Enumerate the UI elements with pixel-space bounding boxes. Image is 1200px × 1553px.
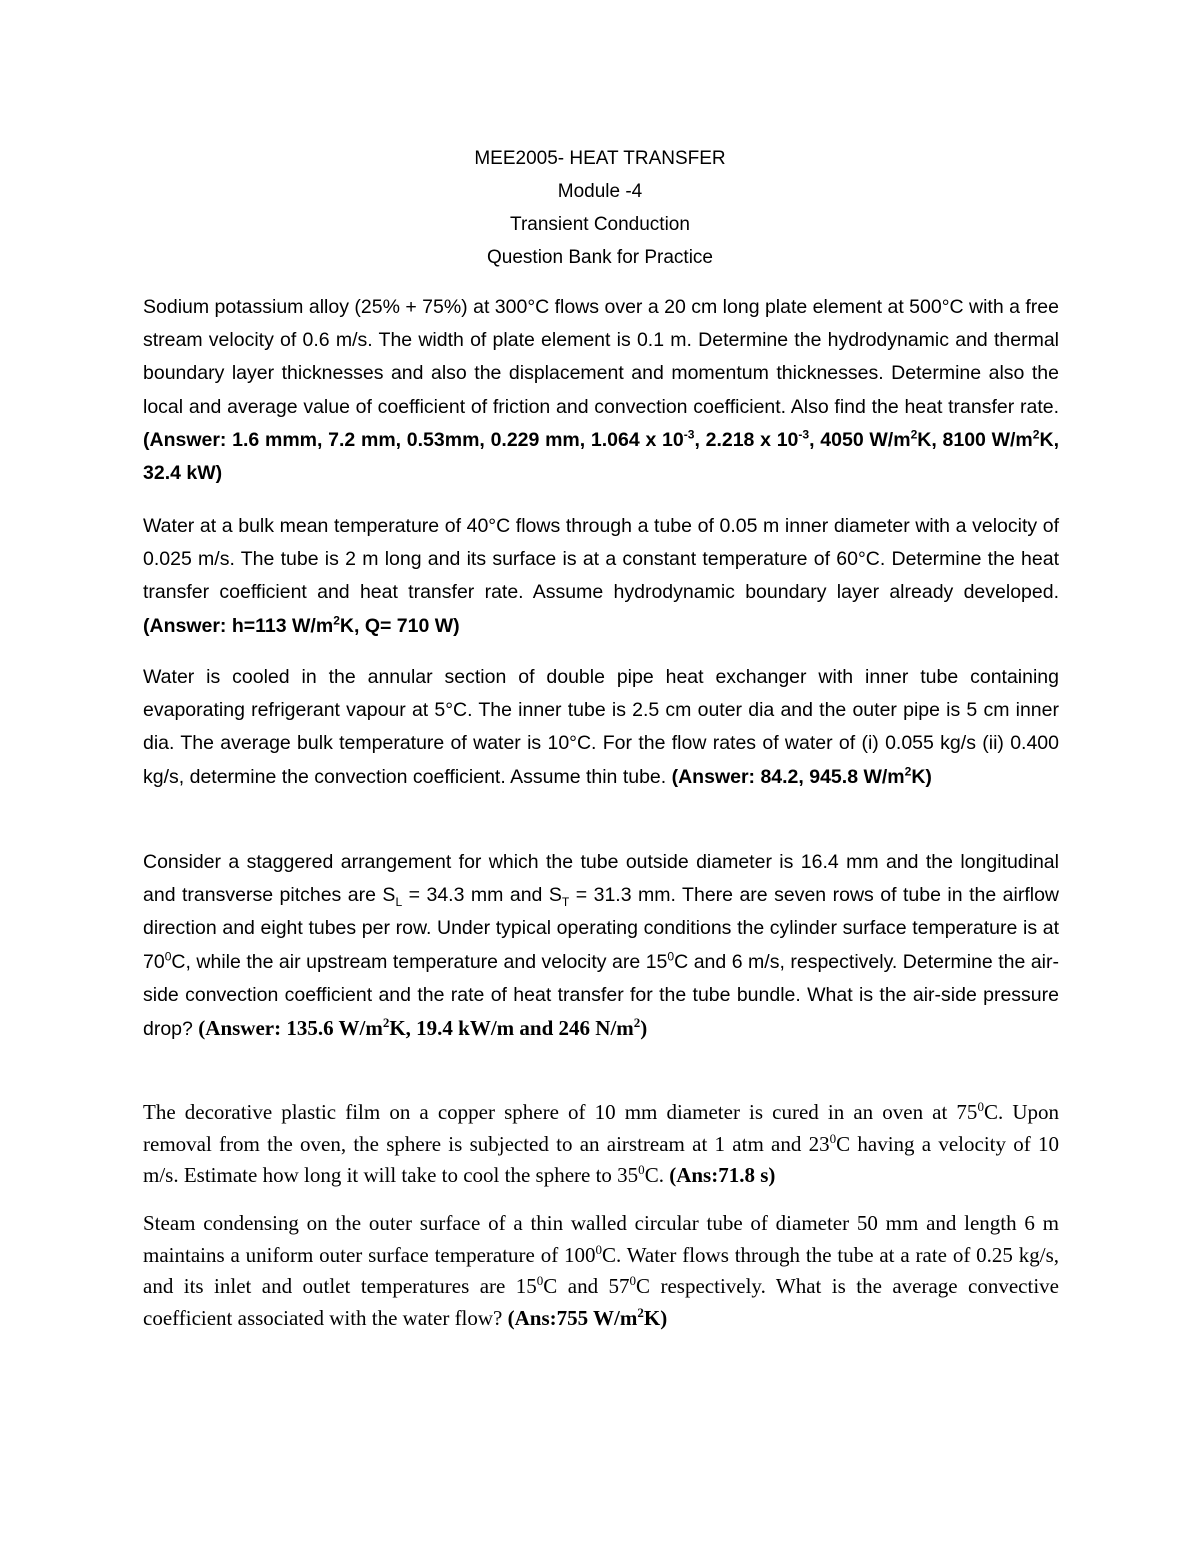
question-answer: (Ans:71.8 s) [669, 1163, 776, 1187]
question-answer: (Ans:755 $W/m^2K$) [507, 1304, 668, 1330]
module-title: Module -4 [557, 181, 643, 202]
question-answer: (Answer: 135.6 $W/m^2K$, 19.4 kW/m and 246 $N/m^2$) [198, 1015, 648, 1041]
course-title: MEE2005- HEAT TRANSFER [474, 148, 726, 169]
question-text: Steam condensing on the outer surface of a thin walled circular tube of diameter 50 mm and length 6 m maintains a uniform outer surface temperature of $100^0C$. Water flows through the tube at a rate of 0.25 kg/s, and its inlet and outlet temperatures are $15^0C$ and $57^0C$ respectively. What is the average convective coefficient associated with the water flow? [143, 1211, 1059, 1330]
question-text: Water is cooled in the annular section of double pipe heat exchanger with inner tube containing evaporating refrigerant vapour at 5°C. The inner tube is 2.5 cm outer dia and the outer pipe is 5 cm inner dia. The average bulk temperature of water is 10°C. For the flow rates of water of (i) 0.055 kg/s (ii) 0.400 kg/s, determine the convection coefficient. Assume thin tube. [143, 666, 1059, 788]
question-text: Water at a bulk mean temperature of 40°C flows through a tube of 0.05 m inner diameter with a velocity of 0.025 m/s. The tube is 2 m long and its surface is at a constant temperature of 60°C. Determine the heat transfer coefficient and heat transfer rate. Assume hydrodynamic boundary layer already developed. [143, 515, 1059, 604]
question-5 [143, 1097, 1059, 1192]
question-text: The decorative plastic film on a copper sphere of 10 mm diameter is cured in an oven at $75^0C$. Upon removal from the oven, the sphere is subjected to an airstream at 1 atm and $23^0C$ having a velocity of 10 m/s. Estimate how long it will take to cool the sphere to $35^0C$. [143, 1099, 1059, 1187]
question-2 [143, 510, 1059, 643]
question-answer: (Answer: 1.6 mmm, 7.2 mm, 0.53mm, 0.229 mm, 1.064 x $10^{-3}$, 2.218 x $10^{-3}$, 4050 $W/m^2K$, 8100 $W/m^2K$, 32.4 kW) [143, 427, 1059, 485]
question-4 [143, 846, 1059, 1046]
topic-title: Transient Conduction [510, 214, 690, 235]
question-answer: (Answer: h=113 $W/m^2K$, Q= 710 W) [143, 613, 460, 637]
question-answer: (Answer: 84.2, 945.8 $W/m^2K$) [671, 764, 932, 788]
question-6 [143, 1208, 1059, 1334]
question-text: Consider a staggered arrangement for which the tube outside diameter is 16.4 mm and the longitudinal and transverse pitches are $S_L = 34.3$ mm and $S_T = 31.3$ mm. There are seven rows of tube in the airflow direction and eight tubes per row. Under typical operating conditions the cylinder surface temperature is at $70^0C$, while the air upstream temperature and velocity are $15^0C$ and 6 m/s, respectively. Determine the air-side convection coefficient and the rate of heat transfer for the tube bundle. What is the air-side pressure drop? [143, 851, 1059, 1041]
question-3 [143, 661, 1059, 794]
question-1 [143, 291, 1059, 490]
document-header [0, 142, 1200, 274]
subtitle: Question Bank for Practice [487, 247, 713, 268]
question-text: Sodium potassium alloy (25% + 75%) at 300°C flows over a 20 cm long plate element at 500°C with a free stream velocity of 0.6 m/s. The width of plate element is 0.1 m. Determine the hydrodynamic and thermal boundary layer thicknesses and also the displacement and momentum thicknesses. Determine also the local and average value of coefficient of friction and convection coefficient. Also find the heat transfer rate. [143, 296, 1059, 418]
